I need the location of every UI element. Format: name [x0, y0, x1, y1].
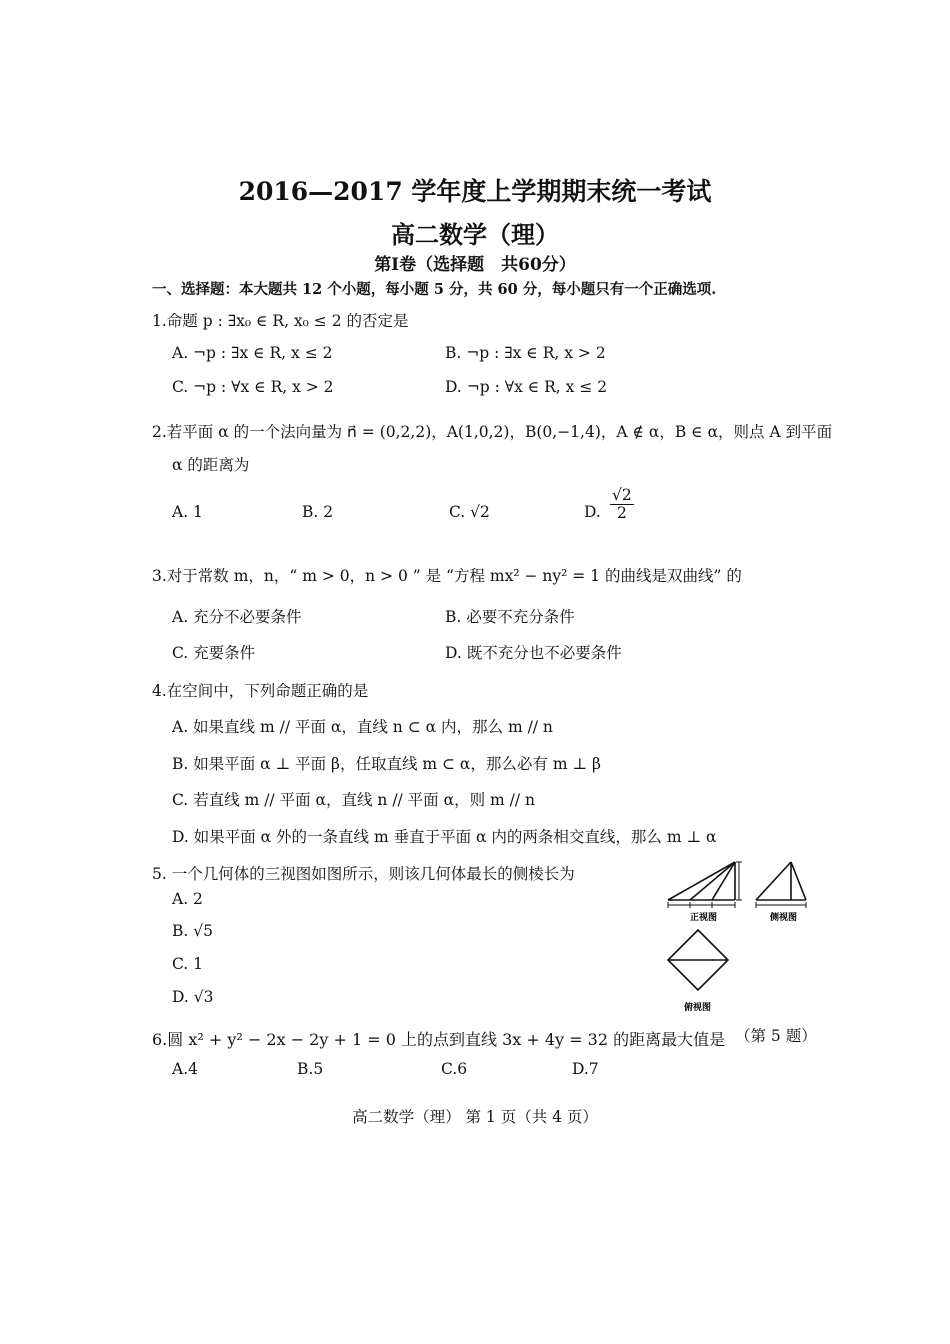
question-4-stem: 4.在空间中，下列命题正确的是 — [152, 682, 369, 700]
question-4-option-b: B. 如果平面 α ⊥ 平面 β，任取直线 m ⊂ α，那么必有 m ⊥ β — [172, 755, 601, 773]
question-2-stem-line-1: 2.若平面 α 的一个法向量为 n⃗ = (0,2,2)，A(1,0,2)，B(0,−1,4)，A ∉ α，B ∈ α，则点 A 到平面 — [152, 423, 833, 441]
question-3-option-d: D. 既不充分也不必要条件 — [445, 644, 622, 662]
question-4-option-a: A. 如果直线 m // 平面 α，直线 n ⊂ α 内，那么 m // n — [172, 718, 553, 736]
question-5-option-c: C. 1 — [172, 955, 204, 973]
question-6-option-b: B.5 — [297, 1060, 324, 1078]
question-2-stem-line-2: α 的距离为 — [172, 456, 250, 474]
question-2-option-a: A. 1 — [172, 503, 203, 521]
question-1-option-a: A. ¬p : ∃x ∈ R, x ≤ 2 — [172, 344, 333, 362]
three-view-figure — [660, 858, 810, 1018]
question-3-option-c: C. 充要条件 — [172, 644, 256, 662]
instructions: 一、选择题：本大题共 12 个小题，每小题 5 分，共 60 分，每小题只有一个正确选项. — [152, 281, 717, 298]
figure-caption: （第 5 题） — [735, 1027, 817, 1045]
fraction-numerator: √2 — [612, 486, 632, 504]
question-6-option-c: C.6 — [441, 1060, 468, 1078]
question-3-option-b: B. 必要不充分条件 — [445, 608, 575, 626]
question-2-option-b: B. 2 — [302, 503, 334, 521]
question-5-option-d: D. √3 — [172, 988, 214, 1006]
question-1-option-d: D. ¬p : ∀x ∈ R, x ≤ 2 — [445, 378, 608, 396]
question-3-stem: 3.对于常数 m，n，“ m > 0，n > 0 ” 是 “方程 mx² − ny² = 1 的曲线是双曲线” 的 — [152, 567, 742, 585]
question-5-option-b: B. √5 — [172, 922, 213, 940]
figure-label-side: 侧视图 — [770, 913, 798, 923]
question-2-option-c: C. √2 — [449, 503, 490, 521]
page-footer: 高二数学（理） 第 1 页（共 4 页） — [352, 1108, 598, 1126]
question-2-option-d-fraction — [610, 487, 634, 522]
front-view — [668, 862, 742, 908]
figure-label-front: 正视图 — [690, 913, 718, 923]
question-4-option-d: D. 如果平面 α 外的一条直线 m 垂直于平面 α 内的两条相交直线，那么 m ⊥ α — [172, 828, 717, 846]
question-6-option-a: A.4 — [172, 1060, 198, 1078]
question-1-option-c: C. ¬p : ∀x ∈ R, x > 2 — [172, 378, 334, 396]
figure-label-top: 俯视图 — [684, 1003, 712, 1013]
fraction-denominator: 2 — [616, 504, 627, 523]
question-3-option-a: A. 充分不必要条件 — [172, 608, 302, 626]
question-6-option-d: D.7 — [572, 1060, 599, 1078]
question-5-option-a: A. 2 — [172, 890, 203, 908]
question-4-option-c: C. 若直线 m // 平面 α，直线 n // 平面 α，则 m // n — [172, 791, 535, 809]
top-view — [668, 930, 728, 990]
question-5-stem: 5. 一个几何体的三视图如图所示，则该几何体最长的侧棱长为 — [152, 865, 575, 883]
question-6-stem: 6.圆 x² + y² − 2x − 2y + 1 = 0 上的点到直线 3x + 4y = 32 的距离最大值是 — [152, 1030, 726, 1049]
exam-title: 2016—2017 学年度上学期期末统一考试 — [238, 177, 712, 206]
side-view — [756, 862, 806, 908]
subject-title: 高二数学（理） — [391, 220, 559, 249]
question-1-stem: 1.命题 p : ∃x₀ ∈ R, x₀ ≤ 2 的否定是 — [152, 312, 409, 330]
question-2-option-d-label: D. — [584, 503, 601, 521]
section-title: 第Ⅰ卷（选择题 共60分） — [374, 255, 576, 275]
question-1-option-b: B. ¬p : ∃x ∈ R, x > 2 — [445, 344, 606, 362]
